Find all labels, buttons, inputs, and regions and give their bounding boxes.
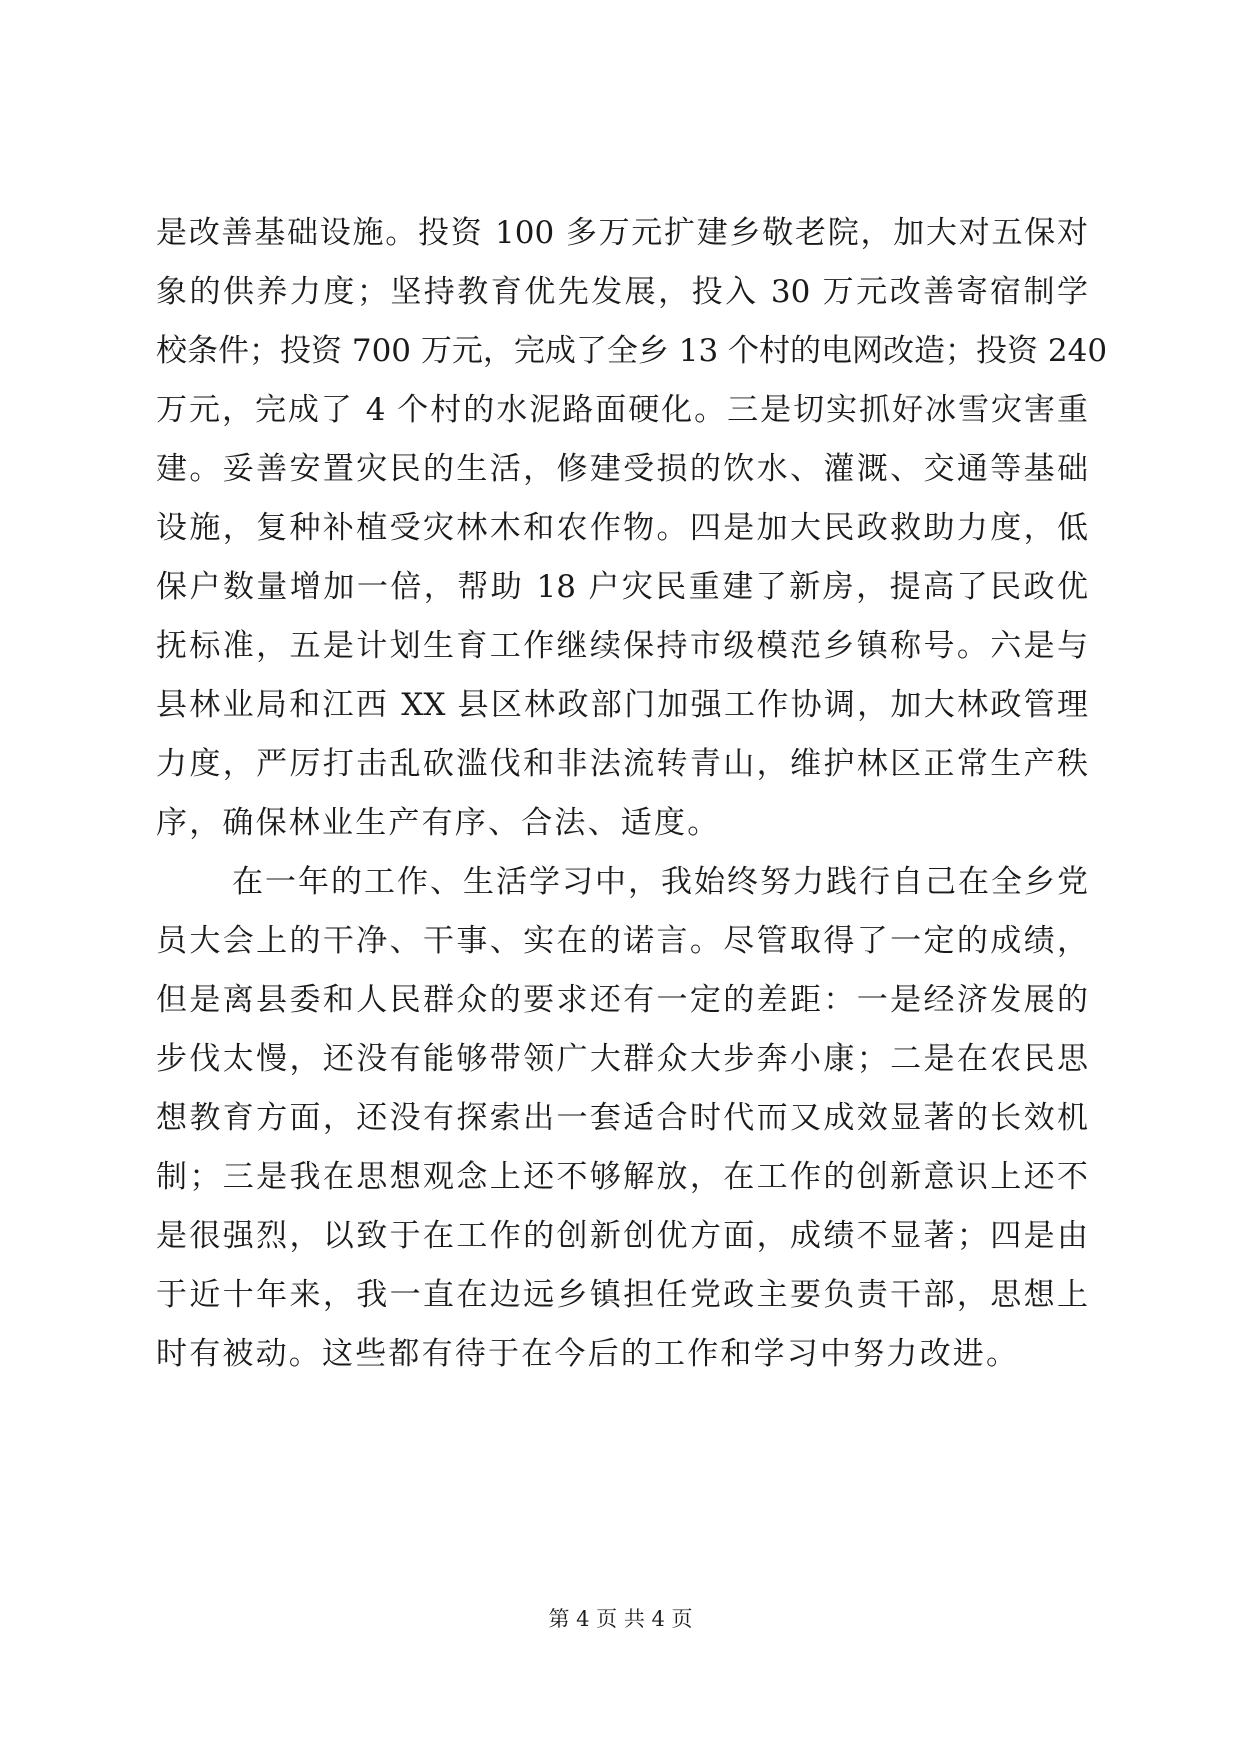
paragraph-line: 序，确保林业生产有序、合法、适度。: [156, 805, 721, 841]
paragraph-line: 象的供养力度；坚持教育优先发展，投入 30 万元改善寄宿制学: [156, 274, 1088, 310]
paragraph-line: 校条件；投资 700 万元，完成了全乡 13 个村的电网改造；投资 240: [156, 333, 1108, 369]
page-number-footer: 第 4 页 共 4 页: [548, 1607, 693, 1631]
paragraph-line: 员大会上的干净、干事、实在的诺言。尽管取得了一定的成绩，: [156, 923, 1088, 959]
paragraph-line: 力度，严厉打击乱砍滥伐和非法流转青山，维护林区正常生产秩: [156, 746, 1088, 782]
paragraph-line: 于近十年来，我一直在边远乡镇担任党政主要负责干部，思想上: [156, 1277, 1088, 1313]
paragraph-line: 想教育方面，还没有探索出一套适合时代而又成效显著的长效机: [156, 1100, 1088, 1136]
paragraph-line: 设施，复种补植受灾林木和农作物。四是加大民政救助力度，低: [156, 510, 1088, 546]
paragraph-line: 在一年的工作、生活学习中，我始终努力践行自己在全乡党: [232, 864, 1088, 900]
paragraph-line: 时有被动。这些都有待于在今后的工作和学习中努力改进。: [156, 1336, 1020, 1372]
paragraph-line: 步伐太慢，还没有能够带领广大群众大步奔小康；二是在农民思: [156, 1041, 1088, 1077]
paragraph-line: 但是离县委和人民群众的要求还有一定的差距：一是经济发展的: [156, 982, 1088, 1018]
paragraph-line: 县林业局和江西 XX 县区林政部门加强工作协调，加大林政管理: [156, 687, 1088, 723]
paragraph-line: 万元，完成了 4 个村的水泥路面硬化。三是切实抓好冰雪灾害重: [156, 392, 1088, 428]
paragraph-line: 是很强烈，以致于在工作的创新创优方面，成绩不显著；四是由: [156, 1218, 1088, 1254]
paragraph-line: 是改善基础设施。投资 100 多万元扩建乡敬老院，加大对五保对: [156, 215, 1088, 251]
paragraph-line: 建。妥善安置灾民的生活，修建受损的饮水、灌溉、交通等基础: [156, 451, 1088, 487]
paragraph-line: 抚标准，五是计划生育工作继续保持市级模范乡镇称号。六是与: [156, 628, 1088, 664]
paragraph-line: 制；三是我在思想观念上还不够解放，在工作的创新意识上还不: [156, 1159, 1088, 1195]
paragraph-line: 保户数量增加一倍，帮助 18 户灾民重建了新房，提高了民政优: [156, 569, 1088, 605]
